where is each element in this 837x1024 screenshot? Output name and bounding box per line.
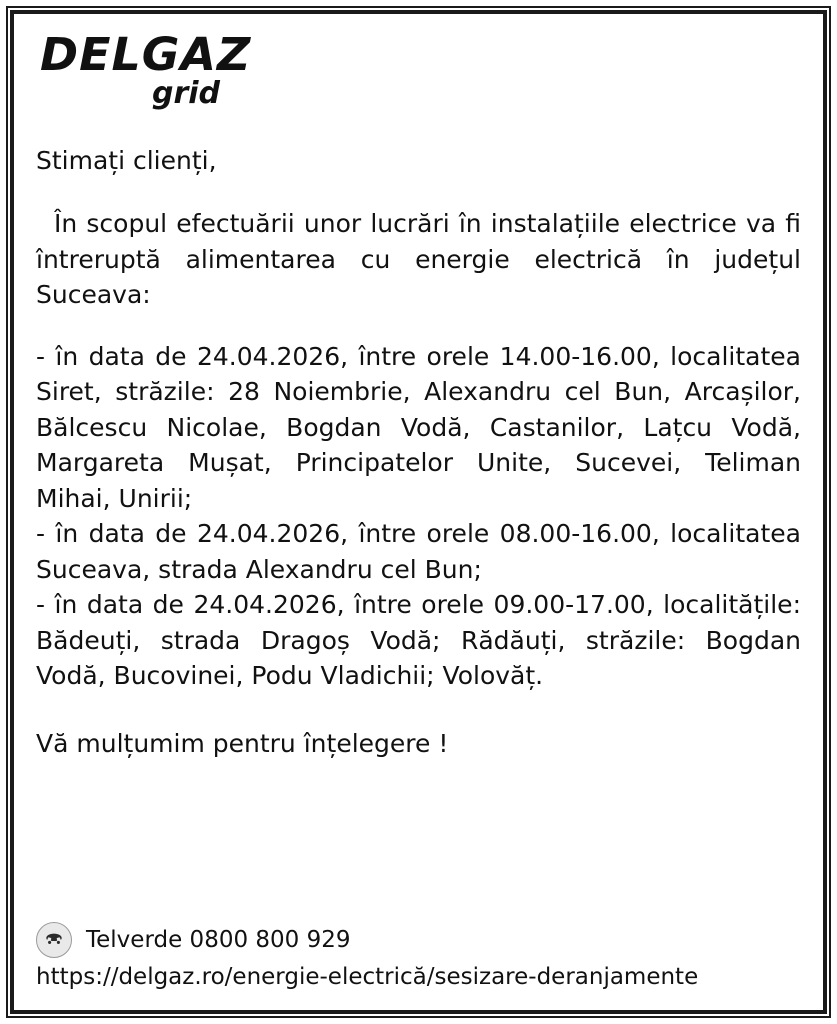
inner-border	[10, 10, 827, 1014]
footer	[36, 922, 801, 990]
list-item: - în data de 24.04.2026, între orele 09.00-17.00, localitățile: Bădeuți, strada Dragoș Vodă; Rădăuți, străzile: Bogdan Vodă, Bucovinei, Podu Vladichii; Volovăț.	[36, 590, 801, 691]
intro-paragraph: În scopul efectuării unor lucrări în instalațiile electrice va fi întreruptă alimentarea cu energie electrică în județul Suceava:	[36, 209, 801, 310]
telverde-number: Telverde 0800 800 929	[86, 927, 351, 953]
list-item: - în data de 24.04.2026, între orele 08.00-16.00, localitatea Suceava, strada Alexandru cel Bun;	[36, 519, 801, 584]
outage-list	[36, 339, 801, 694]
delgaz-grid-logo	[36, 28, 801, 111]
logo-wordmark: DELGAZ	[40, 28, 252, 81]
list-item: - în data de 24.04.2026, între orele 14.00-16.00, localitatea Siret, străzile: 28 Noiembrie, Alexandru cel Bun, Arcașilor, Bălcescu Nicolae, Bogdan Vodă, Castanilor, Lațcu Vodă, Margareta Mușat, Principatelor Unite, Sucevei, Teliman Mihai, Unirii;	[36, 341, 801, 513]
telephone-icon	[36, 922, 72, 958]
notice-content	[36, 28, 801, 992]
logo-subtitle: grid	[152, 76, 221, 111]
website-url[interactable]: https://delgaz.ro/energie-electrică/sesizare-deranjamente	[36, 964, 699, 990]
phone-row	[36, 922, 801, 958]
closing-thanks: Vă mulțumim pentru înțelegere !	[36, 728, 449, 758]
salutation: Stimați clienți,	[36, 146, 217, 175]
